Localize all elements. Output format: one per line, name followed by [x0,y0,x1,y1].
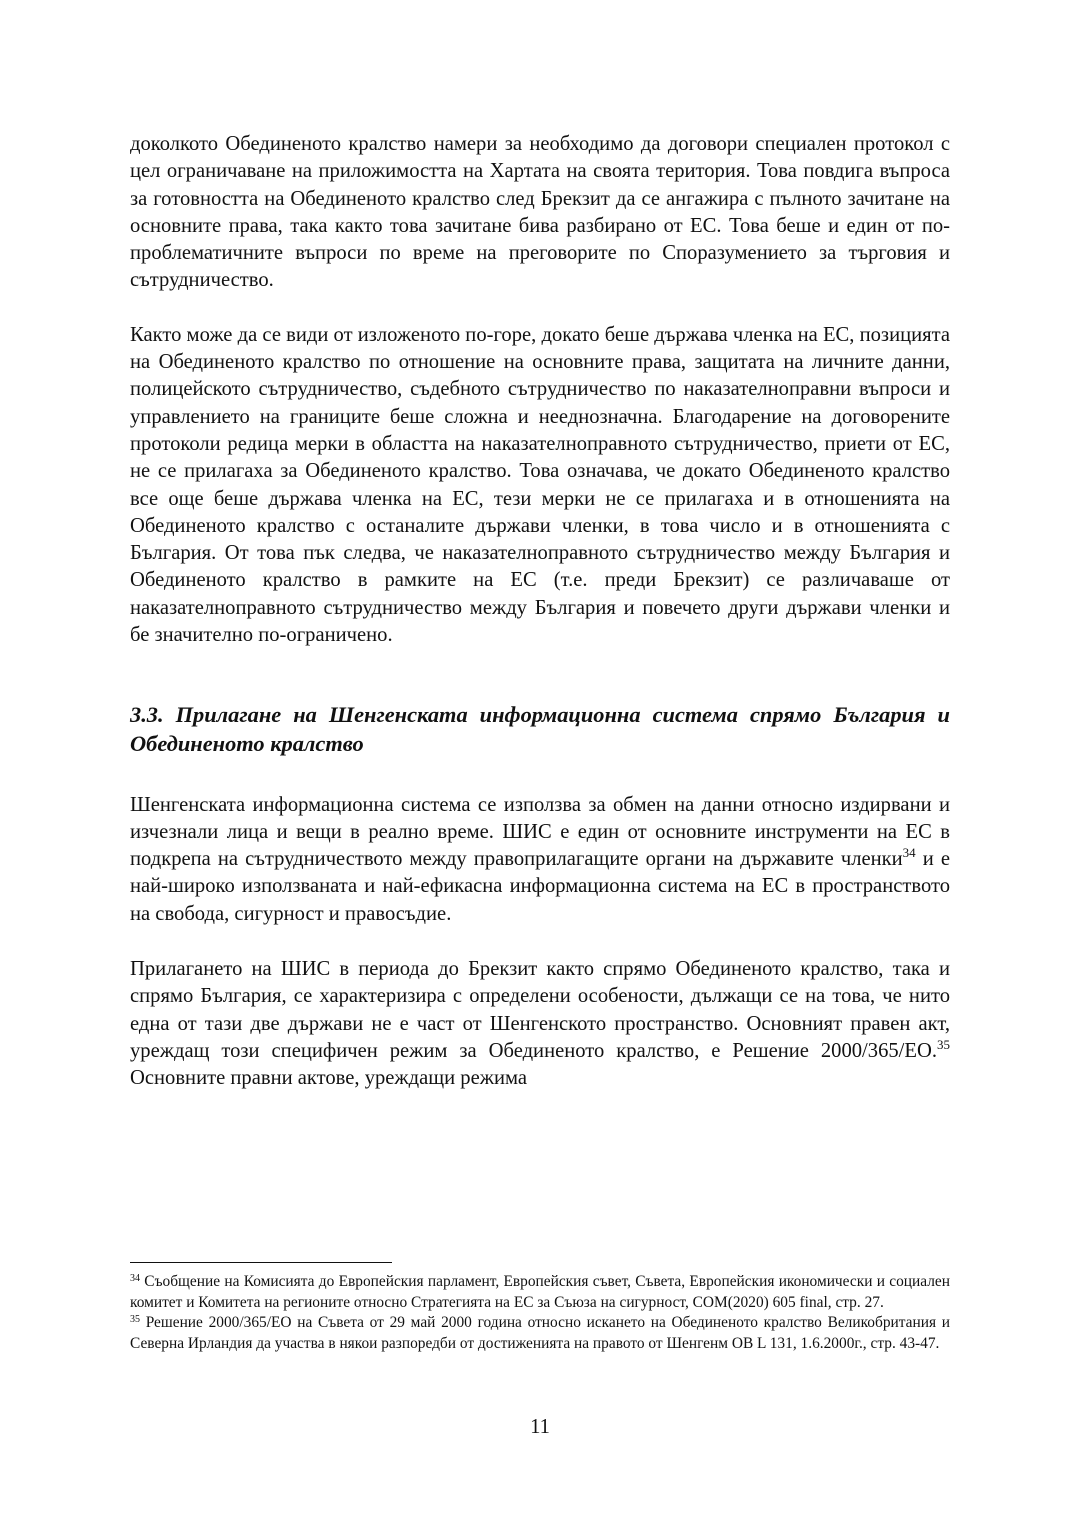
paragraph-text: Основните правни актове, уреждащи режима [130,1067,528,1090]
footnote-separator [130,1262,392,1263]
paragraph-sis-description [130,792,950,928]
paragraph-spacer [130,295,950,322]
paragraph-charter-protocol: доколкото Обединеното кралство намери за необходимо да договори специален протокол с цел ограничаване на приложимостта на Хартата на своята територия. Това повдига въпроса за готовността на Обединеното кралство след Брекзит да се ангажира с пълното зачитане на основните права, така както това зачитане бива разбирано от ЕС. Това беше и един от по-проблематичните въпроси по време на преговорите по Споразумението за търговия и сътрудничество. [130,133,950,292]
footnote-text: Съобщение на Комисията до Европейския парламент, Европейския съвет, Съвета, Европейския икономически и социален комитет и Комитета на регионите относно Стратегията на ЕС за Съюза на сигурност, COM(2020) 605 final, стр. 27. [130,1273,950,1311]
paragraph-text: и е най-широко използваната и най-ефикасна информационна система на ЕС в пространството на свобода, сигурност и правосъдие. [130,848,950,925]
page-number: 11 [530,1416,550,1438]
footnotes [130,1272,950,1354]
footnote-number: 35 [130,1314,140,1326]
footnote-text: Решение 2000/365/ЕО на Съвета от 29 май 2000 година относно искането на Обединеното кралство Великобритания и Северна Ирландия да участва в някои разпоредби от достиженията на правото от Шенгенм ОВ L 131, 1.6.2000г., стр. 43-47. [130,1314,950,1352]
paragraph-text: Шенгенската информационна система се използва за обмен на данни относно издирвани и изчезнали лица и вещи в реално време. ШИС е един от основните инструменти на ЕС в подкрепа на сътрудничеството между правоприлагащите органи на държавите членки [130,793,950,871]
document-body [130,131,950,1093]
paragraph-sis-application [130,956,950,1092]
footnote-number: 34 [130,1273,140,1284]
footnote-ref-35[interactable]: 35 [937,1036,950,1052]
footnote-34 [130,1272,950,1313]
paragraph-spacer [130,928,950,956]
footnote-35 [130,1313,950,1354]
paragraph-uk-position: Както може да се види от изложеното по-горе, докато беше държава членка на ЕС, позицията на Обединеното кралство по отношение на основните права, защитата на личните данни, полицейското сътрудничество, съдебното сътрудничество по наказателноправни въпроси и управлението на границите беше сложна и нееднозначна. Благодарение на договорените протоколи редица мерки в областта на наказателноправното сътрудничество, приети от ЕС, не се прилагаха за Обединеното кралство. Това означава, че докато Обединеното кралство все още беше държава членка на ЕС, тези мерки не се прилагаха и в отношенията на Обединеното кралство с останалите държави членки, в това число и в отношенията с България. От това пък следва, че наказателноправното сътрудничество между България и Обединеното кралство в рамките на ЕС (т.е. преди Брекзит) се различаваше от наказателноправното сътрудничество между България и повечето други държави членки и бе значително по-ограничено. [130,323,950,647]
heading-spacer [130,759,950,792]
section-heading-3-3: 3.3. Прилагане на Шенгенската информационна система спрямо България и Обединеното кралство [130,702,950,756]
footnote-ref-34[interactable]: 34 [902,845,916,861]
paragraph-text: Прилагането на ШИС в периода до Брекзит както спрямо Обединеното кралство, така и спрямо България, се характеризира с определени особености, дължащи се на това, че нито една от тази две държави не е част от Шенгенското пространство. Основният правен акт, уреждащ този специфичен режим за Обединеното кралство, е Решение 2000/365/ЕО. [130,958,950,1062]
section-spacer [130,649,950,701]
